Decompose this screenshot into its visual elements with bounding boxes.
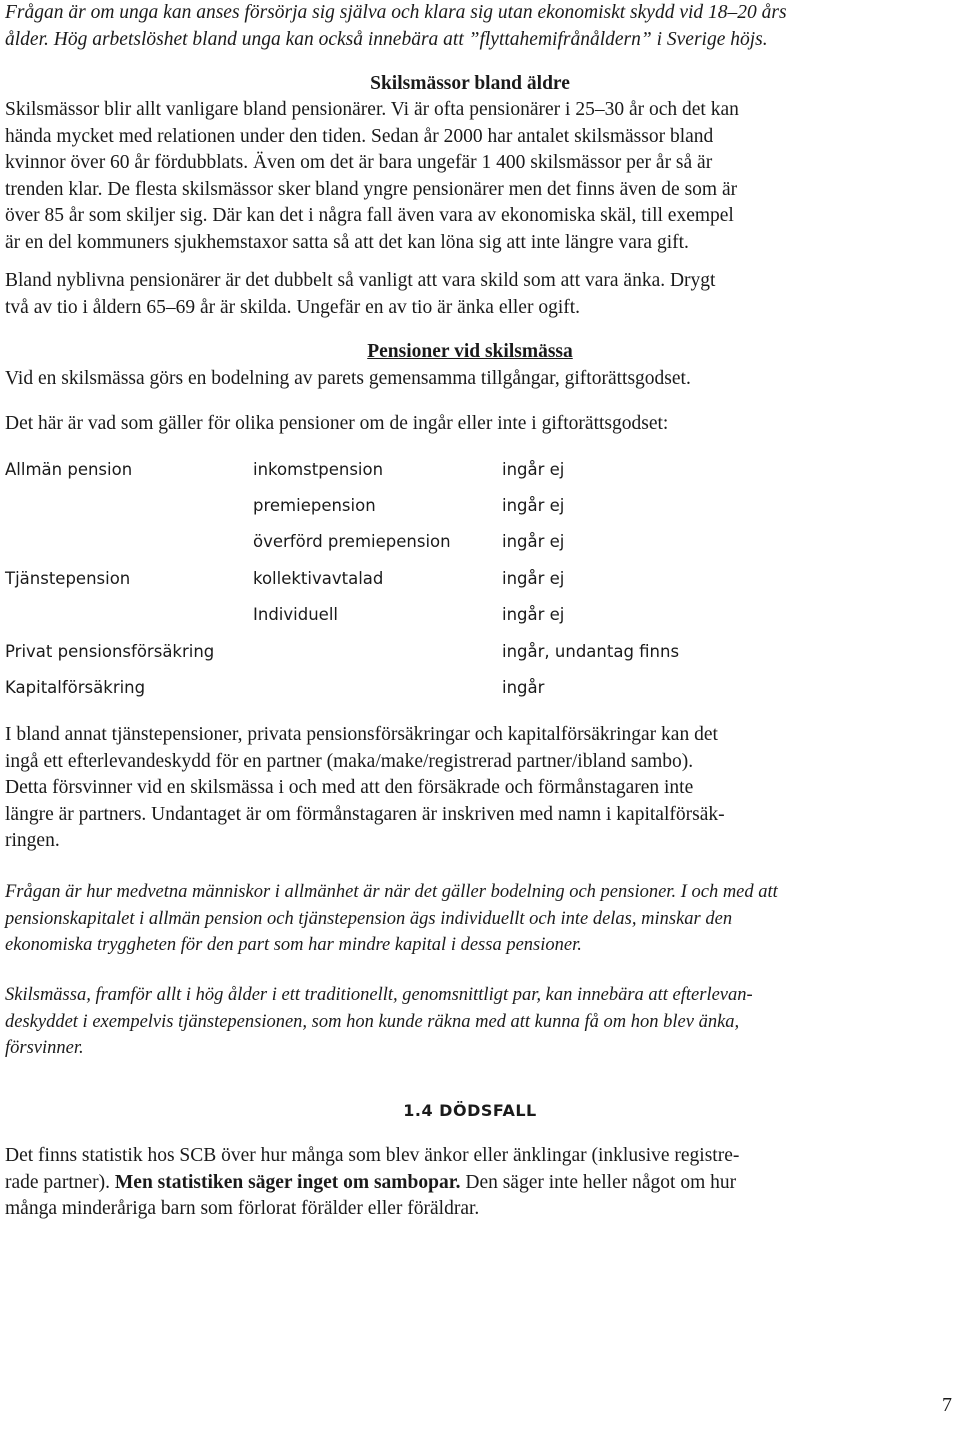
table-cell-type: Individuell [253,605,338,624]
text-line: kvinnor över 60 år fördubblats. Även om det är bara ungefär 1 400 skilsmässor per år så är [5,152,713,173]
text-line: hända mycket med relationen under den tiden. Sedan år 2000 har antalet skilsmässor bland [5,125,714,147]
dodsfall-paragraph [5,1143,935,1223]
table-cell-status: ingår [502,678,545,697]
table-row [5,569,935,599]
text-line: Frågan är hur medvetna människor i allmänhet är när det gäller bodelning och pensioner. I och med att [5,882,778,902]
table-row [5,496,935,526]
text-line: över 85 år som skiljer sig. Där kan det i några fall även vara av ekonomiska skäl, till exempel [5,205,734,226]
text-span: rade partner). [5,1171,115,1193]
text-line: ekonomiska tryggheten för den part som har mindre kapital i dessa pensioner. [5,935,582,955]
text-line: pensionskapitalet i allmän pension och tjänstepension ägs individuellt och inte delas, minskar den [5,908,733,929]
table-cell-category: Privat pensionsförsäkring [5,642,215,661]
text-line: Det finns statistik hos SCB över hur många som blev änkor eller änklingar (inklusive registre- [5,1145,740,1166]
table-cell-type: överförd premiepension [253,532,451,551]
table-cell-category: Allmän pension [5,460,133,479]
text-line: Frågan är om unga kan anses försörja sig själva och klara sig utan ekonomiskt skydd vid 18–20 års [5,2,787,23]
section-heading-pensioner: Pensioner vid skilsmässa [367,341,573,362]
table-row [5,642,935,672]
text-line: I bland annat tjänstepensioner, privata pensionsförsäkringar och kapitalförsäkringar kan det [5,724,718,745]
text-line: många minderåriga barn som förlorat förälder eller föräldrar. [5,1198,480,1219]
intro-paragraph [5,0,935,53]
table-row [5,460,935,490]
text-line: trenden klar. De flesta skilsmässor sker bland yngre pensionärer men det finns även de som är [5,178,738,200]
table-cell-type: inkomstpension [253,460,384,479]
table-cell-category: Kapitalförsäkring [5,678,146,697]
pensioner-line-2: Det här är vad som gäller för olika pensioner om de ingår eller inte i giftorättsgodset: [5,413,669,434]
text-line: ingå ett efterlevandeskydd för en partner (maka/make/registrerad partner/ibland sambo). [5,750,694,772]
table-cell-status: ingår ej [502,605,565,624]
table-cell-type: kollektivavtalad [253,569,384,588]
efterlevande-paragraph [5,722,935,855]
skilsmassor-paragraph [5,97,935,256]
text-line: två av tio i åldern 65–69 år är skilda. Ungefär en av tio är änka eller ogift. [5,296,581,318]
table-row [5,532,935,562]
text-line: Skilsmässa, framför allt i hög ålder i ett traditionellt, genomsnittligt par, kan innebära att efterlevan- [5,985,753,1005]
text-line: ålder. Hög arbetslöshet bland unga kan också innebära att ”flyttahemifrånåldern” i Sverige höjs. [5,28,768,50]
table-cell-status: ingår ej [502,532,565,551]
text-line: längre är partners. Undantaget är om förmånstagaren är inskriven med namn i kapitalförsäk- [5,803,725,825]
text-line: försvinner. [5,1038,84,1058]
text-line: Skilsmässor blir allt vanligare bland pensionärer. Vi är ofta pensionärer i 25–30 år och det kan [5,99,739,120]
text-line: är en del kommuners sjukhemstaxor satta så att det kan löna sig att inte längre vara gift. [5,231,689,253]
table-cell-status: ingår ej [502,569,565,588]
italic-paragraph-2 [5,982,935,1062]
text-line [5,1170,935,1197]
text-line: Detta försvinner vid en skilsmässa i och med att den försäkrade och förmånstagaren inte [5,777,694,798]
table-cell-status: ingår ej [502,460,565,479]
pensioner-line-1: Vid en skilsmässa görs en bodelning av parets gemensamma tillgångar, giftorättsgodset. [5,368,691,389]
section-heading-dodsfall: 1.4 DÖDSFALL [403,1101,537,1120]
table-row [5,605,935,635]
page-number: 7 [942,1394,952,1416]
skilsmassor-paragraph-2 [5,268,935,321]
text-line: deskyddet i exempelvis tjänstepensionen, som hon kunde räkna med att kunna få om hon blev änka, [5,1011,740,1032]
table-cell-status: ingår ej [502,496,565,515]
bold-text: Men statistiken säger inget om sambopar. [114,1171,461,1193]
table-cell-category: Tjänstepension [5,569,131,588]
table-cell-type: premiepension [253,496,376,515]
text-line: ringen. [5,830,60,851]
text-span: Den säger inte heller något om hur [460,1171,737,1193]
text-line: Bland nyblivna pensionärer är det dubbelt så vanligt att vara skild som att vara änka. Drygt [5,270,716,291]
section-heading-skilsmassor: Skilsmässor bland äldre [370,73,570,94]
table-cell-status: ingår, undantag finns [502,642,680,661]
italic-paragraph-1 [5,879,935,959]
table-row [5,678,935,708]
